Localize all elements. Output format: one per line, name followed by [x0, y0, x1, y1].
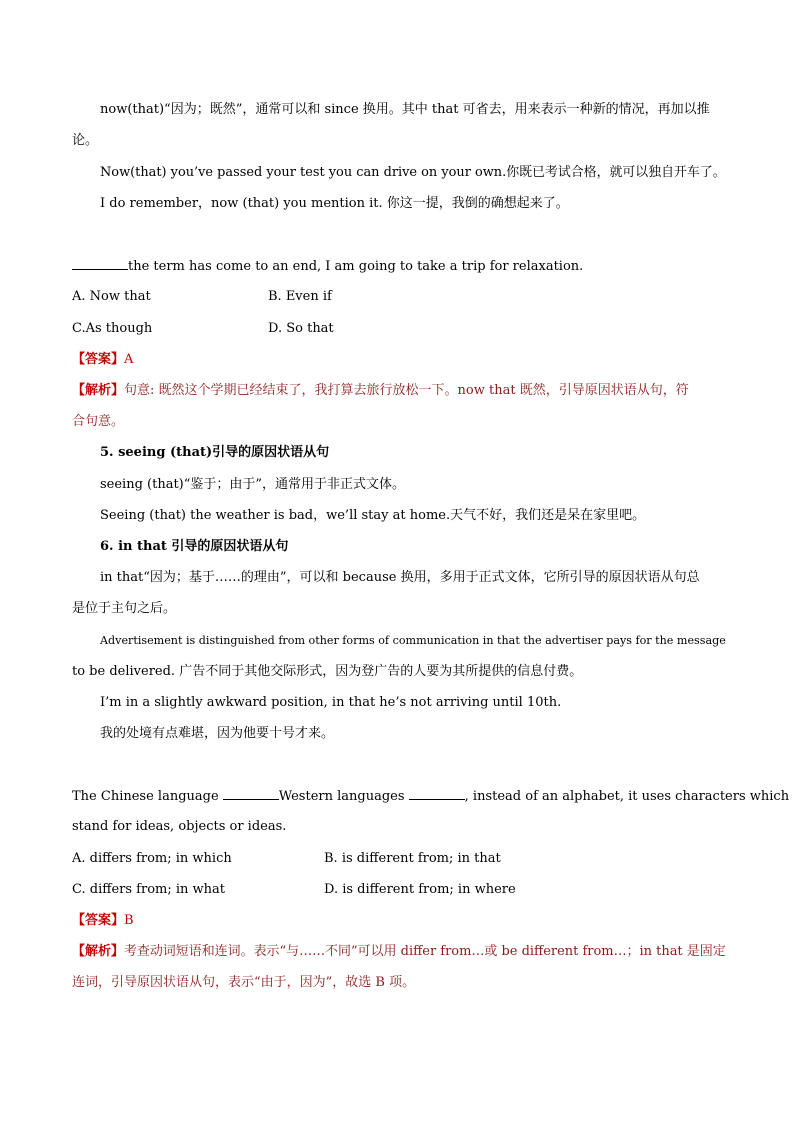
- section-6-heading: 6. in that 引导的原因状语从句: [100, 539, 289, 554]
- section-6-example-1-line-1: Advertisement is distinguished from other forms of communication in that the advertiser pays for the message: [100, 634, 726, 647]
- question-1-option-b: B. Even if: [268, 289, 332, 304]
- question-2-analysis-line-1: 【解析】考查动词短语和连词。表示“与……不同”可以用 differ from…或 be different from…；in that 是固定: [72, 944, 726, 959]
- question-2-stem-line-1: The Chinese language Western languages , instead of an alphabet, it uses characters which: [72, 789, 790, 804]
- section-6-example-2-cn: 我的处境有点难堪，因为他要十号才来。: [100, 726, 335, 741]
- question-2-option-a: A. differs from; in which: [72, 851, 232, 866]
- section-5-heading: 5. seeing (that)引导的原因状语从句: [100, 445, 330, 460]
- section-6-definition-line-2: 是位于主句之后。: [72, 601, 177, 616]
- question-1-analysis-line-1: 【解析】句意: 既然这个学期已经结束了，我打算去旅行放松一下。now that 既然，引导原因状语从句，符: [72, 383, 689, 398]
- intro-line-1: now(that)“因为；既然”，通常可以和 since 换用。其中 that 可省去，用来表示一种新的情况，再加以推: [100, 102, 710, 117]
- question-2-analysis-line-2: 连词，引导原因状语从句，表示“由于，因为”，故选 B 项。: [72, 975, 416, 990]
- question-1-option-c: C.As though: [72, 321, 153, 336]
- question-1-option-a: A. Now that: [72, 289, 151, 304]
- answer-value: B: [124, 913, 134, 928]
- analysis-tag: 【解析】: [72, 944, 124, 959]
- analysis-tag: 【解析】: [72, 383, 125, 398]
- question-1-option-d: D. So that: [268, 321, 334, 336]
- example-now-that-2: I do remember，now (that) you mention it. 你这一提，我倒的确想起来了。: [100, 196, 569, 211]
- question-1-analysis-line-2: 合句意。: [72, 414, 125, 429]
- question-2-option-b: B. is different from; in that: [324, 851, 501, 866]
- question-2-option-c: C. differs from; in what: [72, 882, 226, 897]
- answer-value: A: [124, 352, 134, 367]
- answer-blank: [72, 257, 128, 270]
- question-2-answer: [72, 912, 134, 930]
- section-6-definition-line-1: in that“因为；基于……的理由”，可以和 because 换用，多用于正式文体，它所引导的原因状语从句总: [100, 570, 700, 585]
- section-6-example-1-line-2: to be delivered. 广告不同于其他交际形式，因为登广告的人要为其所提供的信息付费。: [72, 664, 583, 679]
- answer-tag: 【答案】: [72, 913, 125, 928]
- question-1-stem: the term has come to an end, I am going to take a trip for relaxation.: [72, 257, 583, 276]
- section-5-definition: seeing (that)“鉴于；由于”，通常用于非正式文体。: [100, 477, 406, 492]
- answer-blank: [409, 787, 465, 800]
- question-1-answer: [72, 351, 133, 369]
- section-6-example-2-en: I’m in a slightly awkward position, in that he’s not arriving until 10th.: [100, 695, 562, 710]
- question-2-option-d: D. is different from; in where: [324, 882, 516, 897]
- question-2-stem-line-2: stand for ideas, objects or ideas.: [72, 819, 287, 834]
- example-now-that-1: Now(that) you’ve passed your test you can drive on your own.你既已考试合格，就可以独自开车了。: [100, 165, 726, 180]
- section-5-example: Seeing (that) the weather is bad，we’ll stay at home.天气不好，我们还是呆在家里吧。: [100, 508, 646, 523]
- answer-tag: 【答案】: [72, 352, 125, 367]
- answer-blank: [223, 787, 279, 800]
- intro-line-2: 论。: [72, 133, 99, 148]
